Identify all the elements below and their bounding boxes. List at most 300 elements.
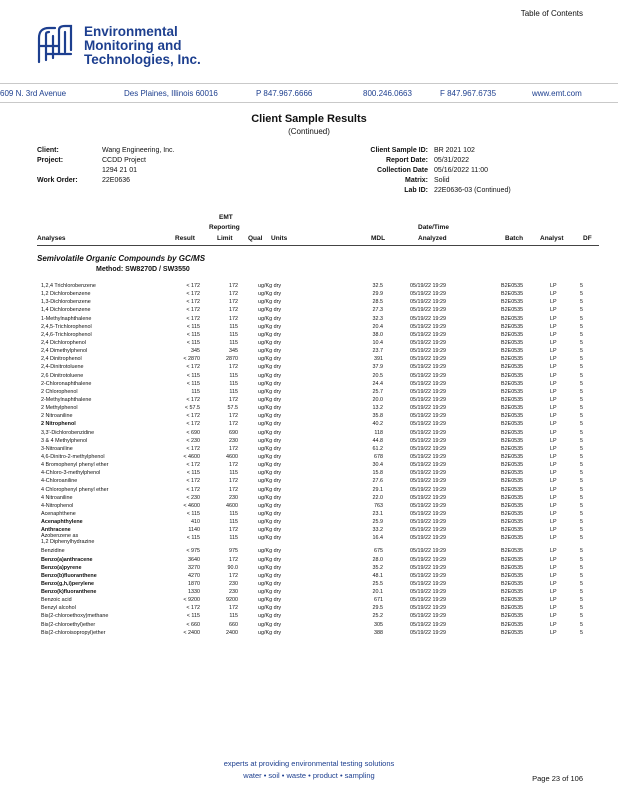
cell-analyst: LP [550, 548, 557, 555]
cell-units: ug/Kg dry [258, 548, 282, 555]
lab-id-value: 22E0636-03 (Continued) [434, 187, 511, 194]
cell-date: 05/19/22 19:29 [410, 535, 446, 542]
table-row [0, 518, 618, 526]
cell-date: 05/19/22 19:29 [410, 339, 446, 346]
cell-mdl: 20.4 [372, 323, 383, 330]
cell-batch: B2E0535 [501, 388, 524, 395]
website-link[interactable]: www.emt.com [532, 89, 582, 98]
cell-batch: B2E0535 [501, 486, 524, 493]
cell-date: 05/19/22 19:29 [410, 478, 446, 485]
cell-batch: B2E0535 [501, 613, 524, 620]
cell-df: 5 [580, 502, 583, 509]
cell-name: 4 Nitroaniline [41, 494, 73, 501]
cell-df: 5 [580, 396, 583, 403]
cell-result: < 115 [186, 510, 200, 517]
cell-result: < 172 [186, 283, 200, 289]
cell-df: 5 [580, 405, 583, 412]
cell-batch: B2E0535 [501, 502, 524, 509]
analyzed-header: Analyzed [418, 235, 447, 242]
limit-header: Limit [217, 235, 233, 242]
cell-limit: 172 [229, 307, 238, 314]
table-row [0, 461, 618, 469]
cell-units: ug/Kg dry [258, 421, 282, 428]
cell-limit: 230 [229, 589, 238, 596]
sample-info-block [300, 146, 610, 206]
cell-units: ug/Kg dry [258, 445, 282, 452]
section-title: Semivolatile Organic Compounds by GC/MS [37, 254, 206, 263]
cell-batch: B2E0535 [501, 605, 524, 612]
cell-df: 5 [580, 323, 583, 330]
cell-df: 5 [580, 331, 583, 338]
cell-mdl: 35.8 [372, 413, 383, 420]
cell-mdl: 763 [374, 502, 383, 509]
cell-units: ug/Kg dry [258, 494, 282, 501]
cell-units: ug/Kg dry [258, 348, 282, 355]
cell-date: 05/19/22 19:29 [410, 413, 446, 420]
table-row [0, 621, 618, 629]
cell-name: Bis(2-chloroethyl)ether [41, 621, 96, 628]
cell-df: 5 [580, 605, 583, 612]
client-label: Client: [37, 147, 59, 154]
table-row [0, 429, 618, 437]
cell-limit: 172 [229, 413, 238, 420]
cell-df: 5 [580, 356, 583, 363]
cell-result: < 230 [186, 494, 200, 501]
cell-analyst: LP [550, 502, 557, 509]
cell-df: 5 [580, 307, 583, 314]
cell-df: 5 [580, 445, 583, 452]
cell-analyst: LP [550, 437, 557, 444]
cell-units: ug/Kg dry [258, 470, 282, 477]
cell-analyst: LP [550, 307, 557, 314]
table-row [0, 445, 618, 453]
cell-analyst: LP [550, 356, 557, 363]
cell-name: 3-Nitroaniline [41, 445, 73, 452]
cell-name: 2,6 Dinitrotoluene [41, 372, 84, 379]
cell-batch: B2E0535 [501, 510, 524, 517]
cell-units: ug/Kg dry [258, 380, 282, 387]
cell-date: 05/19/22 19:29 [410, 315, 446, 322]
cell-batch: B2E0535 [501, 535, 524, 542]
cell-name: 2,4,5-Trichlorophenol [41, 323, 92, 330]
cell-result: < 172 [186, 462, 200, 469]
cell-name: Benzo(a)pyrene [41, 564, 82, 571]
cell-mdl: 118 [374, 429, 383, 436]
cell-batch: B2E0535 [501, 429, 524, 436]
cell-analyst: LP [550, 621, 557, 628]
cell-result: 1140 [188, 527, 200, 534]
cell-result: < 172 [186, 445, 200, 452]
company-name [84, 25, 201, 67]
cell-units: ug/Kg dry [258, 339, 282, 346]
cell-name: 1,2 Dichlorobenzene [41, 291, 91, 298]
cell-mdl: 35.2 [372, 564, 383, 571]
cell-name: 2,4,6-Trichlorophenol [41, 331, 92, 338]
cell-analyst: LP [550, 613, 557, 620]
cell-name: Benzo(k)fluoranthene [41, 589, 97, 596]
company-logo-icon [37, 24, 73, 64]
table-row [0, 420, 618, 428]
cell-result: 345 [191, 348, 200, 355]
cell-df: 5 [580, 580, 583, 587]
table-row [0, 388, 618, 396]
result-header: Result [175, 235, 195, 242]
cell-analyst: LP [550, 429, 557, 436]
cell-df: 5 [580, 519, 583, 526]
cell-name: Benzo(a)anthracene [41, 556, 93, 563]
cell-result: < 172 [186, 421, 200, 428]
table-row [0, 437, 618, 445]
cell-batch: B2E0535 [501, 331, 524, 338]
cell-name: 4-Chloroaniline [41, 478, 78, 485]
cell-batch: B2E0535 [501, 307, 524, 314]
cell-batch: B2E0535 [501, 413, 524, 420]
cell-limit: 115 [229, 470, 238, 477]
cell-date: 05/19/22 19:29 [410, 388, 446, 395]
cell-units: ug/Kg dry [258, 429, 282, 436]
cell-limit: 172 [229, 315, 238, 322]
cell-date: 05/19/22 19:29 [410, 396, 446, 403]
report-date-label: Report Date: [385, 157, 428, 164]
cell-df: 5 [580, 315, 583, 322]
cell-result: 1870 [188, 580, 200, 587]
table-row [0, 396, 618, 404]
cell-name: 4,6-Dinitro-2-methylphenol [41, 453, 105, 460]
cell-limit: 975 [229, 548, 238, 555]
cell-limit: 345 [229, 348, 238, 355]
cell-mdl: 671 [374, 597, 383, 604]
cell-mdl: 20.0 [372, 396, 383, 403]
cell-analyst: LP [550, 629, 557, 636]
cell-date: 05/19/22 19:29 [410, 580, 446, 587]
cell-limit: 172 [229, 605, 238, 612]
units-header: Units [271, 235, 288, 242]
cell-mdl: 28.0 [372, 556, 383, 563]
address-bar [0, 83, 618, 103]
cell-units: ug/Kg dry [258, 364, 282, 371]
cell-units: ug/Kg dry [258, 527, 282, 534]
cell-mdl: 16.4 [372, 535, 383, 542]
report-date-value: 05/31/2022 [434, 157, 470, 164]
cell-analyst: LP [550, 535, 557, 542]
cell-name: Bis(2-chloroethoxy)methane [41, 613, 109, 620]
cell-name: 1,4 Dichlorobenzene [41, 307, 91, 314]
cell-df: 5 [580, 364, 583, 371]
cell-limit: 57.5 [227, 405, 238, 412]
cell-df: 5 [580, 421, 583, 428]
cell-mdl: 29.5 [372, 605, 383, 612]
table-of-contents-link[interactable]: Table of Contents [520, 9, 583, 18]
cell-units: ug/Kg dry [258, 356, 282, 363]
cell-limit: 2870 [226, 356, 238, 363]
emt-header: EMT [219, 214, 233, 221]
cell-date: 05/19/22 19:29 [410, 494, 446, 501]
cell-batch: B2E0535 [501, 323, 524, 330]
cell-date: 05/19/22 19:29 [410, 453, 446, 460]
cell-mdl: 388 [374, 629, 383, 636]
cell-mdl: 678 [374, 453, 383, 460]
cell-limit: 660 [229, 621, 238, 628]
cell-date: 05/19/22 19:29 [410, 548, 446, 555]
cell-units: ug/Kg dry [258, 572, 282, 579]
cell-batch: B2E0535 [501, 572, 524, 579]
cell-name: 2 Nitrophenol [41, 421, 76, 428]
cell-name: 2,4 Dinitrophenol [41, 356, 82, 363]
report-subtitle: (Continued) [288, 127, 330, 136]
cell-batch: B2E0535 [501, 478, 524, 485]
table-row [0, 547, 618, 555]
table-row [0, 494, 618, 502]
table-row [0, 404, 618, 412]
cell-result: < 660 [186, 621, 200, 628]
cell-name: 3,3'-Dichlorobenzidine [41, 429, 95, 436]
cell-result: < 115 [186, 470, 200, 477]
cell-units: ug/Kg dry [258, 315, 282, 322]
footer-services: water • soil • waste • product • sampling [243, 771, 375, 780]
company-name-line-3: Technologies, Inc. [84, 52, 201, 67]
cell-result: < 115 [186, 323, 200, 330]
cell-units: ug/Kg dry [258, 323, 282, 330]
cell-result: < 115 [186, 380, 200, 387]
cell-date: 05/19/22 19:29 [410, 307, 446, 314]
cell-units: ug/Kg dry [258, 597, 282, 604]
table-row [0, 331, 618, 339]
cell-batch: B2E0535 [501, 348, 524, 355]
cell-units: ug/Kg dry [258, 413, 282, 420]
cell-df: 5 [580, 291, 583, 298]
cell-batch: B2E0535 [501, 283, 524, 289]
cell-units: ug/Kg dry [258, 580, 282, 587]
cell-units: ug/Kg dry [258, 621, 282, 628]
cell-mdl: 22.0 [372, 494, 383, 501]
table-row [0, 453, 618, 461]
cell-result: 4270 [188, 572, 200, 579]
cell-analyst: LP [550, 331, 557, 338]
cell-limit: 172 [229, 291, 238, 298]
cell-name: 2-Methylnaphthalene [41, 396, 92, 403]
cell-batch: B2E0535 [501, 364, 524, 371]
cell-date: 05/19/22 19:29 [410, 470, 446, 477]
table-row [0, 363, 618, 371]
cell-df: 5 [580, 486, 583, 493]
cell-units: ug/Kg dry [258, 388, 282, 395]
cell-name: 2 Nitroaniline [41, 413, 73, 420]
cell-limit: 115 [229, 339, 238, 346]
cell-mdl: 29.9 [372, 291, 383, 298]
table-row [0, 469, 618, 477]
cell-units: ug/Kg dry [258, 462, 282, 469]
table-row [0, 372, 618, 380]
cell-name: Benzoic acid [41, 597, 72, 604]
cell-name: 2-Chloronaphthalene [41, 380, 92, 387]
cell-mdl: 32.5 [372, 283, 383, 289]
cell-df: 5 [580, 437, 583, 444]
cell-batch: B2E0535 [501, 421, 524, 428]
cell-analyst: LP [550, 494, 557, 501]
cell-mdl: 23.1 [372, 510, 383, 517]
cell-batch: B2E0535 [501, 445, 524, 452]
cell-result: < 172 [186, 478, 200, 485]
method-label: Method: SW8270D / SW3550 [96, 266, 190, 273]
table-row [0, 580, 618, 588]
table-row [0, 510, 618, 518]
cell-name: 1,2,4 Trichlorobenzene [41, 283, 96, 289]
cell-date: 05/19/22 19:29 [410, 421, 446, 428]
cell-mdl: 48.1 [372, 572, 383, 579]
cell-mdl: 25.2 [372, 613, 383, 620]
cell-date: 05/19/22 19:29 [410, 621, 446, 628]
cell-mdl: 25.7 [372, 388, 383, 395]
cell-limit: 115 [229, 388, 238, 395]
cell-analyst: LP [550, 445, 557, 452]
cell-df: 5 [580, 429, 583, 436]
collection-date-label: Collection Date [377, 167, 428, 174]
cell-mdl: 10.4 [372, 339, 383, 346]
cell-result: < 57.5 [184, 405, 200, 412]
cell-units: ug/Kg dry [258, 291, 282, 298]
cell-analyst: LP [550, 580, 557, 587]
cell-units: ug/Kg dry [258, 372, 282, 379]
cell-df: 5 [580, 548, 583, 555]
cell-analyst: LP [550, 372, 557, 379]
report-title: Client Sample Results [251, 113, 367, 125]
cell-analyst: LP [550, 291, 557, 298]
cell-name [41, 534, 94, 545]
cell-units: ug/Kg dry [258, 299, 282, 306]
cell-date: 05/19/22 19:29 [410, 299, 446, 306]
cell-limit: 115 [229, 372, 238, 379]
cell-df: 5 [580, 453, 583, 460]
cell-df: 5 [580, 470, 583, 477]
table-row [0, 290, 618, 298]
cell-date: 05/19/22 19:29 [410, 445, 446, 452]
cell-result: < 172 [186, 307, 200, 314]
cell-result: < 172 [186, 396, 200, 403]
cell-analyst: LP [550, 589, 557, 596]
cell-mdl: 29.1 [372, 486, 383, 493]
cell-units: ug/Kg dry [258, 556, 282, 563]
table-row [0, 604, 618, 612]
cell-name-line-2: 1,2 Diphenylhydrazine [41, 538, 95, 545]
cell-units: ug/Kg dry [258, 307, 282, 314]
table-row [0, 339, 618, 347]
cell-df: 5 [580, 613, 583, 620]
cell-batch: B2E0535 [501, 405, 524, 412]
cell-batch: B2E0535 [501, 589, 524, 596]
cell-date: 05/19/22 19:29 [410, 380, 446, 387]
table-row [0, 347, 618, 355]
cell-analyst: LP [550, 413, 557, 420]
cell-name: 2 Chlorophenol [41, 388, 78, 395]
cell-result: < 172 [186, 299, 200, 306]
cell-date: 05/19/22 19:29 [410, 605, 446, 612]
cell-limit: 230 [229, 437, 238, 444]
cell-limit: 90.0 [227, 564, 238, 571]
cell-limit: 115 [229, 519, 238, 526]
cell-result: < 172 [186, 291, 200, 298]
cell-result: < 172 [186, 413, 200, 420]
cell-result: < 2400 [183, 629, 200, 636]
table-row [0, 534, 618, 547]
cell-batch: B2E0535 [501, 519, 524, 526]
table-row [0, 572, 618, 580]
cell-mdl: 30.4 [372, 462, 383, 469]
cell-date: 05/19/22 19:29 [410, 556, 446, 563]
cell-df: 5 [580, 589, 583, 596]
cell-limit: 4600 [226, 453, 238, 460]
cell-date: 05/19/22 19:29 [410, 429, 446, 436]
cell-result: < 2870 [183, 356, 200, 363]
cell-units: ug/Kg dry [258, 331, 282, 338]
cell-limit: 2400 [226, 629, 238, 636]
datetime-header: Date/Time [418, 224, 449, 231]
cell-df: 5 [580, 380, 583, 387]
table-row [0, 355, 618, 363]
cell-units: ug/Kg dry [258, 405, 282, 412]
cell-result: < 690 [186, 429, 200, 436]
cell-date: 05/19/22 19:29 [410, 613, 446, 620]
cell-units: ug/Kg dry [258, 564, 282, 571]
cell-date: 05/19/22 19:29 [410, 527, 446, 534]
table-row [0, 298, 618, 306]
matrix-value: Solid [434, 177, 450, 184]
cell-result: < 115 [186, 372, 200, 379]
cell-analyst: LP [550, 453, 557, 460]
footer-tagline: experts at providing environmental testing solutions [223, 759, 395, 768]
city-address: Des Plaines, Illinois 60016 [124, 89, 218, 98]
cell-analyst: LP [550, 315, 557, 322]
cell-name: 4 Bromophenyl phenyl ether [41, 462, 109, 469]
cell-analyst: LP [550, 323, 557, 330]
cell-batch: B2E0535 [501, 564, 524, 571]
cell-units: ug/Kg dry [258, 453, 282, 460]
cell-batch: B2E0535 [501, 356, 524, 363]
sample-id-label: Client Sample ID: [370, 147, 428, 154]
cell-analyst: LP [550, 510, 557, 517]
cell-mdl: 20.5 [372, 372, 383, 379]
cell-units: ug/Kg dry [258, 283, 282, 289]
tollfree-number: 800.246.0663 [363, 89, 412, 98]
cell-name: 3 & 4 Methylphenol [41, 437, 88, 444]
cell-result: 410 [191, 519, 200, 526]
cell-result: < 4600 [183, 453, 200, 460]
cell-batch: B2E0535 [501, 299, 524, 306]
cell-date: 05/19/22 19:29 [410, 597, 446, 604]
cell-name: 4 Chlorophenyl phenyl ether [41, 486, 109, 493]
cell-df: 5 [580, 494, 583, 501]
analyst-header: Analyst [540, 235, 564, 242]
cell-name: 4-Nitrophenol [41, 502, 74, 509]
cell-mdl: 28.5 [372, 299, 383, 306]
cell-name: Benzyl alcohol [41, 605, 76, 612]
cell-analyst: LP [550, 527, 557, 534]
cell-date: 05/19/22 19:29 [410, 486, 446, 493]
table-row [0, 315, 618, 323]
qual-header: Qual [248, 235, 263, 242]
cell-limit: 172 [229, 364, 238, 371]
cell-limit: 172 [229, 421, 238, 428]
cell-date: 05/19/22 19:29 [410, 519, 446, 526]
mdl-header: MDL [371, 235, 386, 242]
cell-analyst: LP [550, 462, 557, 469]
cell-analyst: LP [550, 470, 557, 477]
cell-batch: B2E0535 [501, 621, 524, 628]
cell-result: < 172 [186, 364, 200, 371]
cell-analyst: LP [550, 556, 557, 563]
cell-limit: 9200 [226, 597, 238, 604]
cell-limit: 172 [229, 478, 238, 485]
cell-limit: 4600 [226, 502, 238, 509]
